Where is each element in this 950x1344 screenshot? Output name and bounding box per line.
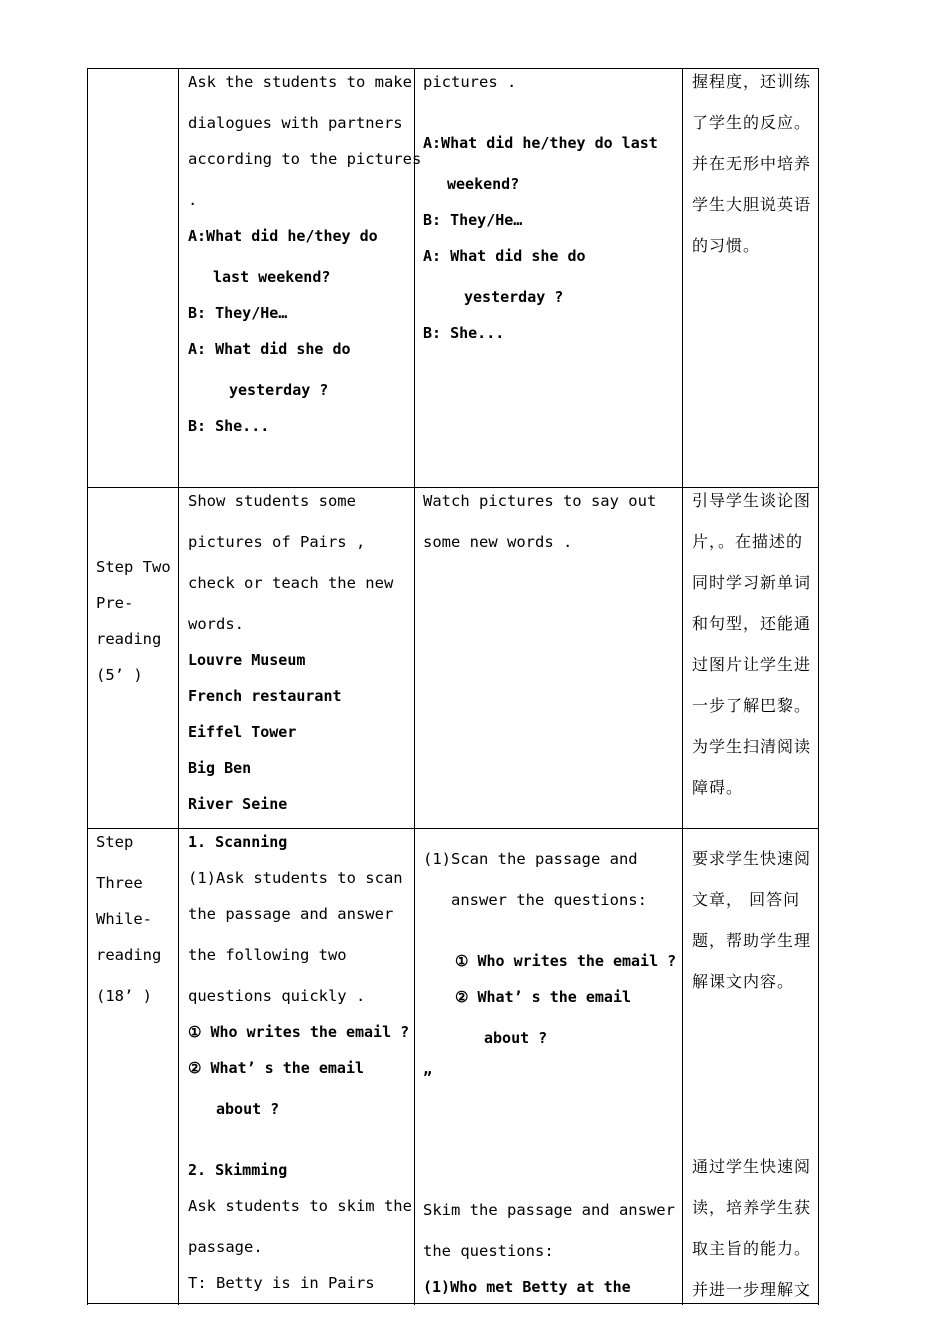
section-heading: 1. Scanning	[188, 833, 288, 851]
new-word: River Seine	[188, 795, 288, 813]
step-label: Pre-	[96, 594, 134, 612]
teacher-text: Ask the students to make	[188, 73, 412, 91]
purpose-text: 过图片让学生进	[692, 655, 812, 674]
step-label: Step	[96, 833, 134, 851]
question-line: about ?	[484, 1029, 548, 1047]
purpose-text: 题，帮助学生理	[692, 931, 812, 950]
dialogue-line: B: They/He…	[423, 211, 523, 229]
purpose-text: 学生大胆说英语	[692, 195, 812, 214]
teacher-text: pictures of Pairs ,	[188, 533, 366, 551]
step-label: reading	[96, 946, 162, 964]
new-word: Big Ben	[188, 759, 252, 777]
question-line: about ?	[216, 1100, 280, 1118]
purpose-text: 障碍。	[692, 778, 744, 797]
student-text: Skim the passage and answer	[423, 1201, 675, 1219]
dialogue-line: yesterday ?	[464, 288, 564, 306]
dialogue-line: B: They/He…	[188, 304, 288, 322]
dialogue-line: A:What did he/they do	[188, 227, 378, 245]
student-text: Watch pictures to say out	[423, 492, 657, 510]
purpose-text: 了学生的反应。	[692, 113, 812, 132]
teacher-text: Ask students to skim the	[188, 1197, 412, 1215]
question-line: ① Who writes the email ?	[455, 952, 677, 970]
purpose-text: 并在无形中培养	[692, 154, 812, 173]
dialogue-line: weekend?	[447, 175, 520, 193]
teacher-text: passage.	[188, 1238, 263, 1256]
dialogue-line: A: What did she do	[423, 247, 586, 265]
question-line: (1)Who met Betty at the	[423, 1278, 631, 1296]
purpose-text: 和句型，还能通	[692, 614, 812, 633]
teacher-text: the following two	[188, 946, 347, 964]
dialogue-line: last weekend?	[213, 268, 331, 286]
teacher-text: the passage and answer	[188, 905, 394, 923]
step-duration: (5’ )	[96, 666, 143, 684]
purpose-text: 同时学习新单词	[692, 573, 812, 592]
student-text: the questions:	[423, 1242, 554, 1260]
teacher-text: words.	[188, 615, 244, 633]
table-border-bottom	[87, 1303, 819, 1304]
purpose-text: 通过学生快速阅	[692, 1157, 812, 1176]
section-heading: 2. Skimming	[188, 1161, 288, 1179]
question-line: ① Who writes the email ?	[188, 1023, 410, 1041]
student-text: (1)Scan the passage and	[423, 850, 638, 868]
purpose-text: 握程度，还训练	[692, 72, 812, 91]
purpose-text: 要求学生快速阅	[692, 849, 812, 868]
new-word: Louvre Museum	[188, 651, 306, 669]
purpose-text: 为学生扫清阅读	[692, 737, 812, 756]
step-label: reading	[96, 630, 162, 648]
teacher-text: dialogues with partners	[188, 114, 403, 132]
question-line: ② What’ s the email	[455, 988, 632, 1006]
purpose-text: 读，培养学生获	[692, 1198, 812, 1217]
student-text: answer the questions:	[451, 891, 647, 909]
step-duration: (18’ )	[96, 987, 152, 1005]
step-label: Step Two	[96, 558, 171, 576]
step-label: While-	[96, 910, 152, 928]
col-divider-4	[818, 68, 819, 1305]
dialogue-line: yesterday ?	[229, 381, 329, 399]
dialogue-line: A:What did he/they do last	[423, 134, 658, 152]
teacher-text: (1)Ask students to scan	[188, 869, 403, 887]
purpose-text: 一步了解巴黎。	[692, 696, 812, 715]
teacher-text: check or teach the new	[188, 574, 394, 592]
teacher-text: according to the pictures	[188, 150, 422, 168]
row-divider-1	[87, 487, 819, 488]
stray-mark: „	[423, 1060, 433, 1078]
dialogue-line: B: She...	[423, 324, 505, 342]
purpose-text: 引导学生谈论图	[692, 491, 812, 510]
purpose-text: 片，。在描述的	[692, 532, 804, 551]
dialogue-line: B: She...	[188, 417, 270, 435]
question-line: ② What’ s the email	[188, 1059, 365, 1077]
table-border-top	[87, 68, 819, 69]
dialogue-line: A: What did she do	[188, 340, 351, 358]
purpose-text: 并进一步理解文	[692, 1280, 812, 1299]
step-label: Three	[96, 874, 143, 892]
teacher-text: .	[188, 191, 198, 209]
col-divider-2	[414, 68, 415, 1305]
purpose-text: 文章， 回答问	[692, 890, 801, 909]
teacher-text: questions quickly .	[188, 987, 366, 1005]
col-divider-0	[87, 68, 88, 1305]
purpose-text: 取主旨的能力。	[692, 1239, 812, 1258]
col-divider-3	[682, 68, 683, 1305]
student-text: some new words .	[423, 533, 573, 551]
purpose-text: 解课文内容。	[692, 972, 795, 991]
row-divider-2	[87, 828, 819, 829]
new-word: Eiffel Tower	[188, 723, 297, 741]
teacher-text: T: Betty is in Pairs	[188, 1274, 375, 1292]
col-divider-1	[178, 68, 179, 1305]
teacher-text: Show students some	[188, 492, 356, 510]
student-text: pictures .	[423, 73, 517, 91]
new-word: French restaurant	[188, 687, 342, 705]
purpose-text: 的习惯。	[692, 236, 761, 255]
